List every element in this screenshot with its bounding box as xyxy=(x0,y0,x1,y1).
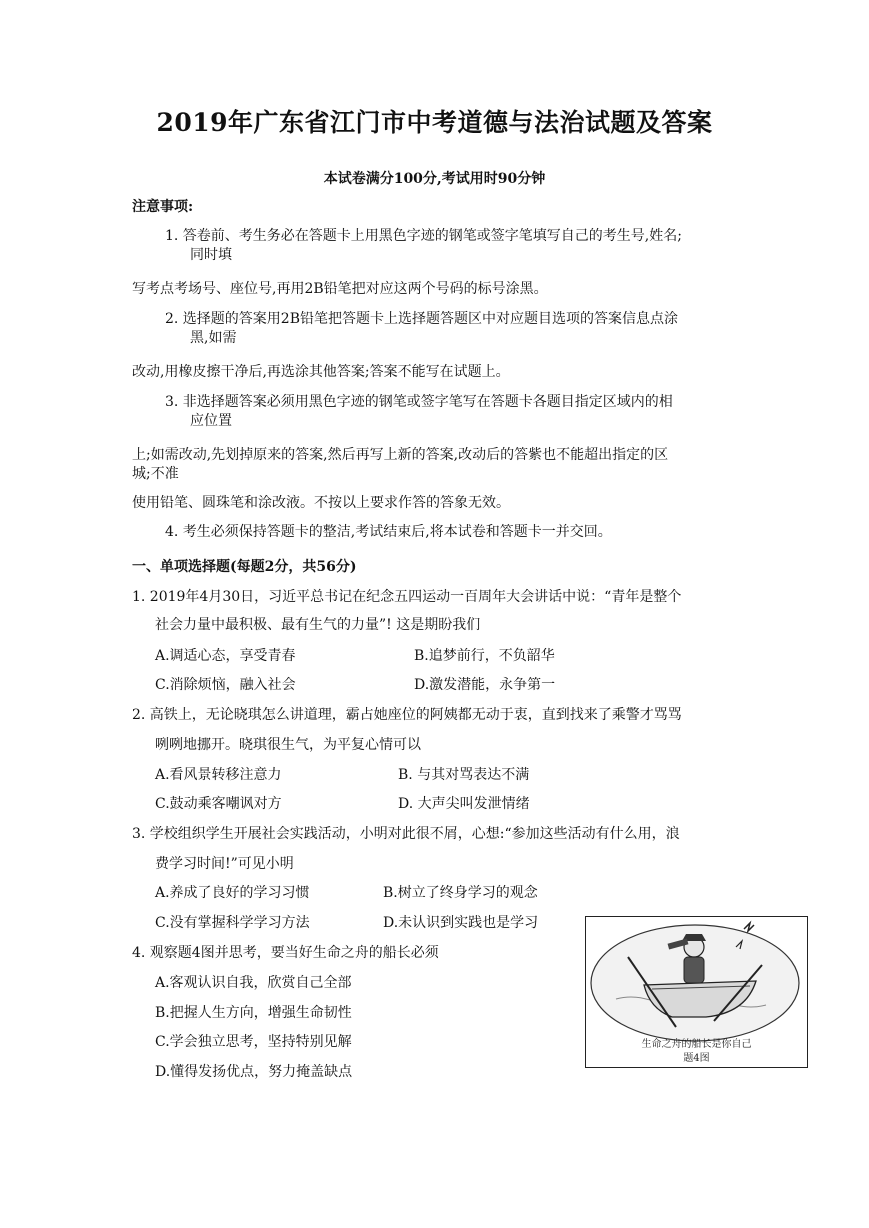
option-c: C.没有掌握科学学习方法 xyxy=(155,915,310,931)
option-b: B.把握人生方向，增强生命韧性 xyxy=(155,1005,352,1021)
notice-line: 黑,如需 xyxy=(190,330,237,346)
question-stem: 社会力量中最积极、最有生气的力量”! 这是期盼我们 xyxy=(155,617,481,633)
notice-line: 上;如需改动,先划掉原来的答案,然后再写上新的答案,改动后的答紫也不能超出指定的区 xyxy=(132,447,669,463)
notice-line: 应位置 xyxy=(190,413,232,429)
option-a: A.客观认识自我，欣赏自己全部 xyxy=(155,975,352,991)
figure-caption: 生命之舟的船长是你自己 xyxy=(641,1039,752,1050)
notice-line: 4. 考生必须保持答题卡的整洁,考试结束后,将本试卷和答题卡一并交回。 xyxy=(165,524,612,540)
notice-line: 1. 答卷前、考生务必在答题卡上用黑色字迹的钢笔或签字笔填写自己的考生号,姓名; xyxy=(165,228,682,244)
option-d: D.懂得发扬优点，努力掩盖缺点 xyxy=(155,1064,353,1080)
option-c: C.鼓动乘客嘲讽对方 xyxy=(155,796,282,812)
notice-heading: 注意事项: xyxy=(132,199,194,215)
question-stem: 费学习时间!”可见小明 xyxy=(155,856,294,872)
section-heading: 一、单项选择题(每题2分，共56分) xyxy=(132,559,357,575)
page-title: 2019年广东省江门市中考道德与法治试题及答案 xyxy=(156,108,713,137)
figure-label: 题4图 xyxy=(683,1053,710,1064)
notice-line: 城;不准 xyxy=(132,466,179,482)
question-stem: 咧咧地挪开。晓琪很生气，为平复心情可以 xyxy=(155,737,421,753)
option-d: D. 大声尖叫发泄情绪 xyxy=(398,796,530,812)
option-d: D.未认识到实践也是学习 xyxy=(383,915,539,931)
question-4-figure xyxy=(585,916,808,1068)
option-c: C.消除烦恼，融入社会 xyxy=(155,677,296,693)
notice-line: 同时填 xyxy=(190,247,232,263)
option-b: B.追梦前行，不负韶华 xyxy=(414,648,555,664)
notice-line: 改动,用橡皮擦干净后,再选涂其他答案;答案不能写在试题上。 xyxy=(132,364,510,380)
page-subtitle: 本试卷满分100分,考试用时90分钟 xyxy=(323,171,546,187)
option-a: A.看风景转移注意力 xyxy=(155,767,282,783)
option-b: B.树立了终身学习的观念 xyxy=(383,885,538,901)
notice-line: 2. 选择题的答案用2B铅笔把答题卡上选择题答题区中对应题目选项的答案信息点涂 xyxy=(165,311,679,327)
option-a: A.养成了良好的学习习惯 xyxy=(155,885,310,901)
question-stem: 4. 观察题4图并思考，要当好生命之舟的船长必须 xyxy=(132,945,439,961)
notice-line: 写考点考场号、座位号,再用2B铅笔把对应这两个号码的标号涂黑。 xyxy=(132,281,548,297)
question-stem: 2. 高铁上，无论晓琪怎么讲道理，霸占她座位的阿姨都无动于衷，直到找来了乘警才骂骂 xyxy=(132,707,682,723)
question-stem: 1. 2019年4月30日，习近平总书记在纪念五四运动一百周年大会讲话中说：“青年是整个 xyxy=(132,589,682,605)
option-c: C.学会独立思考，坚持特别见解 xyxy=(155,1034,352,1050)
notice-line: 3. 非选择题答案必须用黑色字迹的钢笔或签字笔写在答题卡各题目指定区域内的相 xyxy=(165,394,673,410)
option-b: B. 与其对骂表达不满 xyxy=(398,767,530,783)
notice-line: 使用铅笔、圆珠笔和涂改液。不按以上要求作答的答象无效。 xyxy=(132,495,510,511)
question-stem: 3. 学校组织学生开展社会实践活动，小明对此很不屑，心想:“参加这些活动有什么用，浪 xyxy=(132,826,680,842)
option-a: A.调适心态，享受青春 xyxy=(155,648,296,664)
option-d: D.激发潜能，永争第一 xyxy=(414,677,556,693)
